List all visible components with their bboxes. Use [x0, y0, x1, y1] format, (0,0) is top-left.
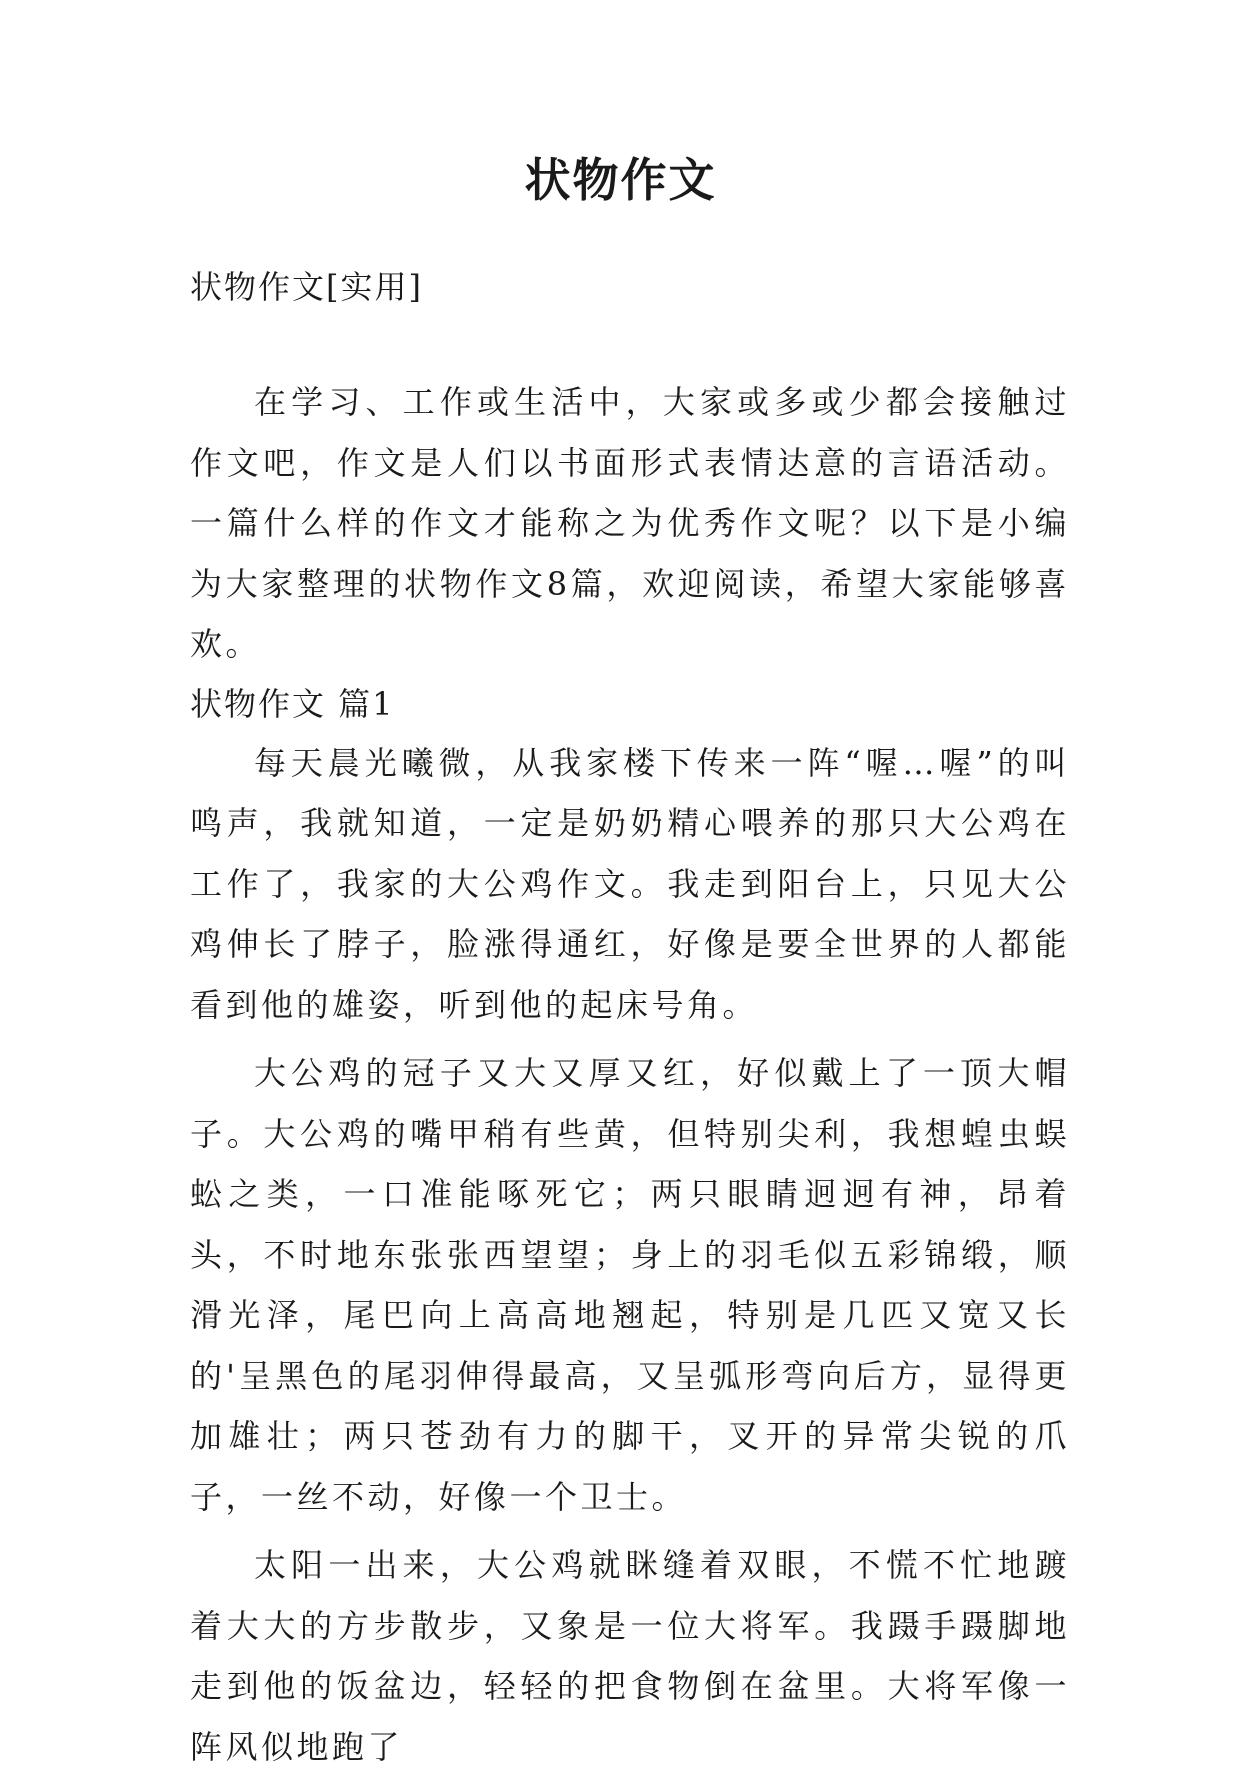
body-paragraph-3: 太阳一出来，大公鸡就眯缝着双眼，不慌不忙地踱着大大的方步散步，又象是一位大将军。我蹑手蹑脚地走到他的饭盆边，轻轻的把食物倒在盆里。大将军像一阵风似地跑了 [190, 1546, 1070, 1766]
body-paragraph-2: 大公鸡的冠子又大又厚又红，好似戴上了一顶大帽子。大公鸡的嘴甲稍有些黄，但特别尖利，我想蝗虫蜈蚣之类，一口准能啄死它；两只眼睛迥迥有神，昂着头，不时地东张张西望望；身上的羽毛似五彩锦缎，顺滑光泽，尾巴向上高高地翘起，特别是几匹又宽又长的'呈黑色的尾羽伸得最高，又呈弧形弯向后方，显得更加雄壮；两只苍劲有力的脚干，叉开的异常尖锐的爪子，一丝不动，好像一个卫士。 [190, 1054, 1070, 1516]
document-title: 状物作文 [524, 153, 717, 207]
document-subtitle: 状物作文[实用] [190, 268, 423, 306]
body-paragraph-1: 每天晨光曦微，从我家楼下传来一阵“喔…喔”的叫鸣声，我就知道，一定是奶奶精心喂养的那只大公鸡在工作了，我家的大公鸡作文。我走到阳台上，只见大公鸡伸长了脖子，脸涨得通红，好像是要全世界的人都能看到他的雄姿，听到他的起床号角。 [190, 743, 1070, 1024]
section-heading: 状物作文 篇1 [190, 684, 395, 723]
document-body [190, 262, 1070, 1777]
intro-paragraph: 在学习、工作或生活中，大家或多或少都会接触过作文吧，作文是人们以书面形式表情达意的言语活动。一篇什么样的作文才能称之为优秀作文呢？以下是小编为大家整理的状物作文8篇，欢迎阅读，希望大家能够喜欢。 [190, 383, 1070, 663]
